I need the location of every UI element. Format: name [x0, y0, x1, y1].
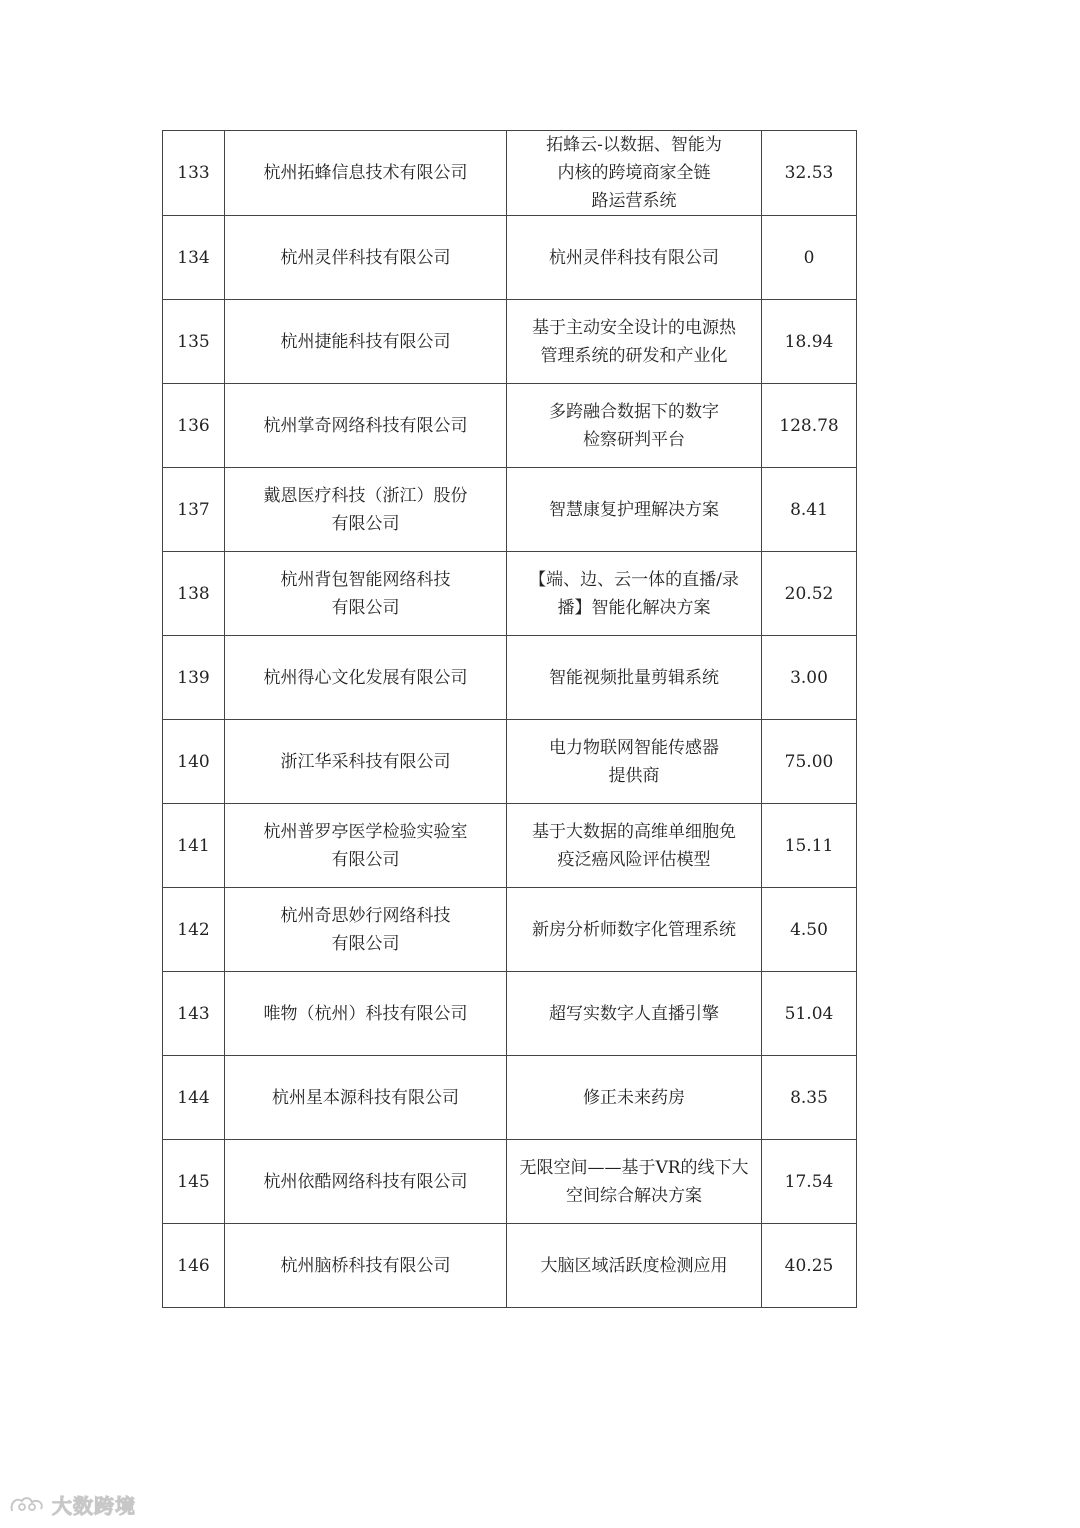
project-name-cell: 无限空间——基于VR的线下大 空间综合解决方案 [507, 1140, 762, 1224]
project-name-cell: 拓蜂云-以数据、智能为 内核的跨境商家全链 路运营系统 [507, 131, 762, 216]
amount-cell: 8.41 [762, 468, 857, 552]
company-name-cell: 杭州依酷网络科技有限公司 [225, 1140, 507, 1224]
amount-cell: 18.94 [762, 300, 857, 384]
company-table [162, 130, 857, 1308]
amount-cell: 0 [762, 216, 857, 300]
row-number-cell: 134 [163, 216, 225, 300]
table-row [163, 216, 857, 300]
project-name-cell: 大脑区域活跃度检测应用 [507, 1224, 762, 1308]
row-number-cell: 136 [163, 384, 225, 468]
company-name-cell: 杭州灵伴科技有限公司 [225, 216, 507, 300]
watermark-text: 大数跨境 [52, 1494, 136, 1518]
project-name-cell: 电力物联网智能传感器 提供商 [507, 720, 762, 804]
table-row [163, 1140, 857, 1224]
table-row [163, 804, 857, 888]
table-row [163, 1056, 857, 1140]
table-row [163, 384, 857, 468]
company-name-cell: 杭州奇思妙行网络科技 有限公司 [225, 888, 507, 972]
watermark [8, 1490, 136, 1519]
amount-cell: 8.35 [762, 1056, 857, 1140]
project-name-cell: 修正未来药房 [507, 1056, 762, 1140]
row-number-cell: 139 [163, 636, 225, 720]
company-name-cell: 戴恩医疗科技（浙江）股份 有限公司 [225, 468, 507, 552]
row-number-cell: 141 [163, 804, 225, 888]
row-number-cell: 140 [163, 720, 225, 804]
amount-cell: 20.52 [762, 552, 857, 636]
table-row [163, 888, 857, 972]
company-name-cell: 唯物（杭州）科技有限公司 [225, 972, 507, 1056]
project-name-cell: 基于主动安全设计的电源热 管理系统的研发和产业化 [507, 300, 762, 384]
table-row [163, 972, 857, 1056]
project-name-cell: 超写实数字人直播引擎 [507, 972, 762, 1056]
company-name-cell: 杭州脑桥科技有限公司 [225, 1224, 507, 1308]
daishu-logo-icon [8, 1493, 46, 1517]
amount-cell: 32.53 [762, 131, 857, 216]
project-name-cell: 基于大数据的高维单细胞免 疫泛癌风险评估模型 [507, 804, 762, 888]
company-name-cell: 杭州星本源科技有限公司 [225, 1056, 507, 1140]
row-number-cell: 146 [163, 1224, 225, 1308]
row-number-cell: 145 [163, 1140, 225, 1224]
table-row [163, 720, 857, 804]
project-name-cell: 智慧康复护理解决方案 [507, 468, 762, 552]
company-name-cell: 杭州普罗亭医学检验实验室 有限公司 [225, 804, 507, 888]
amount-cell: 75.00 [762, 720, 857, 804]
table-row [163, 636, 857, 720]
amount-cell: 15.11 [762, 804, 857, 888]
amount-cell: 40.25 [762, 1224, 857, 1308]
company-name-cell: 杭州背包智能网络科技 有限公司 [225, 552, 507, 636]
amount-cell: 128.78 [762, 384, 857, 468]
company-name-cell: 杭州捷能科技有限公司 [225, 300, 507, 384]
company-name-cell: 杭州拓蜂信息技术有限公司 [225, 131, 507, 216]
table-body [163, 131, 857, 1308]
company-name-cell: 杭州掌奇网络科技有限公司 [225, 384, 507, 468]
row-number-cell: 144 [163, 1056, 225, 1140]
company-name-cell: 浙江华采科技有限公司 [225, 720, 507, 804]
amount-cell: 3.00 [762, 636, 857, 720]
row-number-cell: 135 [163, 300, 225, 384]
project-name-cell: 智能视频批量剪辑系统 [507, 636, 762, 720]
project-name-cell: 杭州灵伴科技有限公司 [507, 216, 762, 300]
row-number-cell: 137 [163, 468, 225, 552]
table-row [163, 131, 857, 216]
row-number-cell: 142 [163, 888, 225, 972]
project-name-cell: 【端、边、云一体的直播/录 播】智能化解决方案 [507, 552, 762, 636]
row-number-cell: 138 [163, 552, 225, 636]
company-name-cell: 杭州得心文化发展有限公司 [225, 636, 507, 720]
amount-cell: 51.04 [762, 972, 857, 1056]
row-number-cell: 133 [163, 131, 225, 216]
amount-cell: 4.50 [762, 888, 857, 972]
table-row [163, 300, 857, 384]
project-name-cell: 多跨融合数据下的数字 检察研判平台 [507, 384, 762, 468]
row-number-cell: 143 [163, 972, 225, 1056]
table-row [163, 468, 857, 552]
project-name-cell: 新房分析师数字化管理系统 [507, 888, 762, 972]
table-row [163, 1224, 857, 1308]
table-row [163, 552, 857, 636]
amount-cell: 17.54 [762, 1140, 857, 1224]
